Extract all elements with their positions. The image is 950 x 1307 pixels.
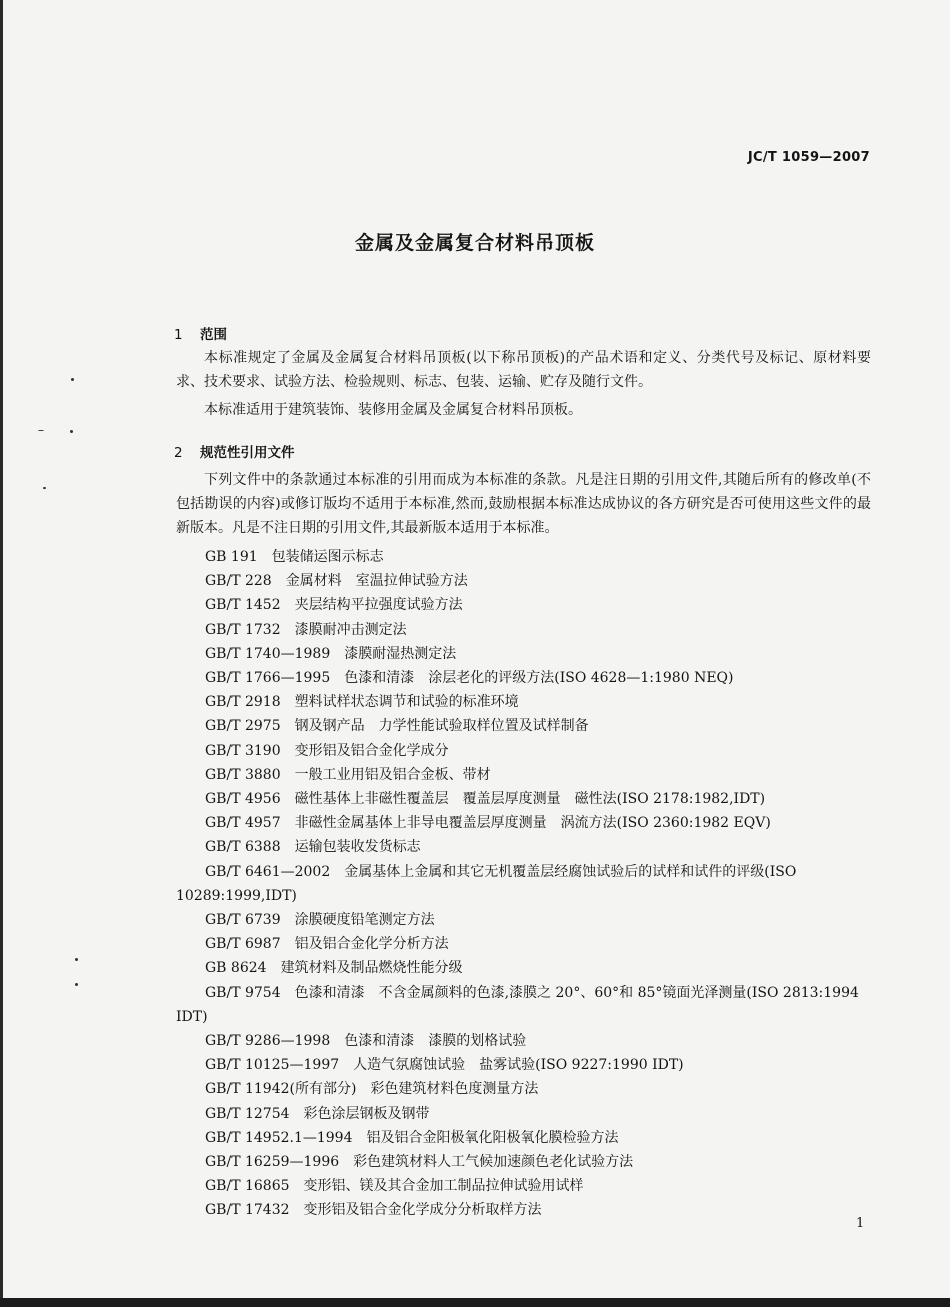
reference-item [176,932,876,956]
reference-item [176,1053,876,1077]
standard-code: JC/T 1059—2007 [747,150,870,165]
reference-code: GB/T 2975 [205,718,281,735]
reference-title: 钢及钢产品 力学性能试验取样位置及试样制备 [294,718,589,735]
reference-title: 色漆和清漆 漆膜的划格试验 [344,1033,527,1050]
reference-item [176,569,876,593]
reference-code: GB/T 6461—2002 [205,863,331,880]
reference-code: GB/T 12754 [205,1105,290,1122]
scan-speck [71,378,74,381]
section-title: 范围 [200,327,227,343]
reference-code: GB/T 1740—1989 [205,645,331,662]
reference-item [176,1077,876,1101]
reference-title: 包装储运图示标志 [271,549,384,565]
reference-code: GB/T 11942(所有部分) [205,1081,357,1098]
reference-title: 色漆和清漆 不含金属颜料的色漆,漆膜之 20°、60°和 85°镜面光泽测量(ISO 2813:1994 IDT) [176,984,859,1025]
reference-title: 漆膜耐湿热测定法 [344,645,457,662]
reference-title: 色漆和清漆 涂层老化的评级方法(ISO 4628—1:1980 NEQ) [344,670,734,687]
reference-item [176,642,876,666]
reference-code: GB/T 9286—1998 [205,1033,331,1050]
reference-title: 夹层结构平拉强度试验方法 [294,597,463,614]
reference-title: 塑料试样状态调节和试验的标准环境 [294,694,519,711]
paragraph: 本标准规定了金属及金属复合材料吊顶板(以下称吊顶板)的产品术语和定义、分类代号及标记、原材料要求、技术要求、试验方法、检验规则、标志、包装、运输、贮存及随行文件。 [176,350,871,390]
reference-title: 磁性基体上非磁性覆盖层 覆盖层厚度测量 磁性法(ISO 2178:1982,IDT) [294,791,766,808]
section-number: 1 [174,327,183,343]
reference-code: GB/T 10125—1997 [205,1057,340,1074]
section-number: 2 [174,445,183,461]
reference-item [176,956,876,980]
reference-item [176,618,876,642]
reference-code: GB/T 4956 [205,791,281,808]
reference-title: 彩色建筑材料人工气候加速颜色老化试验方法 [353,1154,634,1171]
paragraph: 下列文件中的条款通过本标准的引用而成为本标准的条款。凡是注日期的引用文件,其随后所有的修改单(不包括勘误的内容)或修订版均不适用于本标准,然而,鼓励根据本标准达成协议的各方研究是否可使用这些文件的最新版本。凡是不注日期的引用文件,其最新版本适用于本标准。 [176,472,871,536]
reference-item [176,1174,876,1198]
scan-left-edge [0,0,3,1307]
scan-speck [75,958,78,961]
reference-code: GB/T 228 [205,573,272,590]
reference-code: GB/T 14952.1—1994 [205,1129,353,1146]
reference-item [176,908,876,932]
reference-title: 运输包装收发货标志 [294,839,421,856]
reference-code: GB/T 16865 [205,1178,290,1195]
reference-title: 铝及铝合金阳极氧化阳极氧化膜检验方法 [366,1129,619,1146]
reference-item [176,835,876,859]
reference-code: GB 191 [205,549,258,565]
page-number: 1 [856,1216,865,1231]
section-2-heading [174,441,295,461]
reference-item [176,1029,876,1053]
scan-speck [38,430,44,431]
reference-item [176,593,876,617]
reference-title: 非磁性金属基体上非导电覆盖层厚度测量 涡流方法(ISO 2360:1982 EQV) [294,815,771,832]
reference-title: 变形铝、镁及其合金加工制品拉伸试验用试样 [303,1178,584,1195]
reference-title: 铝及铝合金化学分析方法 [294,936,449,953]
reference-item [176,860,871,908]
reference-item [176,811,876,835]
reference-code: GB/T 1452 [205,597,281,614]
reference-item [176,714,876,738]
reference-code: GB/T 2918 [205,694,281,711]
reference-title: 金属材料 室温拉伸试验方法 [285,573,468,590]
reference-code: GB/T 3880 [205,766,281,783]
reference-code: GB 8624 [205,960,267,977]
reference-code: GB/T 17432 [205,1202,290,1219]
reference-title: 漆膜耐冲击测定法 [294,621,407,638]
scan-speck [43,487,46,489]
document-title: 金属及金属复合材料吊顶板 [354,232,595,254]
reference-title: 建筑材料及制品燃烧性能分级 [280,960,463,977]
reference-code: GB/T 6987 [205,936,281,953]
reference-item [176,666,876,690]
reference-code: GB/T 16259—1996 [205,1154,340,1171]
reference-code: GB/T 1766—1995 [205,670,331,687]
reference-title: 涂膜硬度铅笔测定方法 [294,912,435,929]
scan-bottom-edge [0,1298,950,1307]
reference-title: 彩色建筑材料色度测量方法 [370,1081,539,1098]
reference-item [176,981,871,1029]
reference-item [176,1126,876,1150]
reference-item [176,763,876,787]
reference-code: GB/T 4957 [205,815,281,832]
section-title: 规范性引用文件 [200,445,295,461]
reference-item [176,1198,876,1222]
reference-code: GB/T 9754 [205,984,281,1001]
reference-item [176,690,876,714]
reference-title: 变形铝及铝合金化学成分分析取样方法 [303,1202,542,1219]
reference-item [176,1102,876,1126]
scan-speck [75,983,78,986]
reference-item [176,545,876,569]
reference-code: GB/T 6388 [205,839,281,856]
reference-title: 彩色涂层钢板及钢带 [303,1105,430,1122]
reference-code: GB/T 6739 [205,912,281,929]
reference-title: 金属基体上金属和其它无机覆盖层经腐蚀试验后的试样和试件的评级(ISO 10289:1999,IDT) [176,863,797,904]
reference-code: GB/T 3190 [205,742,281,759]
reference-code: GB/T 1732 [205,621,281,638]
scan-speck [70,430,73,433]
reference-item [176,739,876,763]
reference-title: 一般工业用铝及铝合金板、带材 [294,766,491,783]
reference-title: 变形铝及铝合金化学成分 [294,742,449,759]
section-1-heading [174,323,227,343]
reference-list [176,545,876,1223]
reference-item [176,787,876,811]
reference-title: 人造气氛腐蚀试验 盐雾试验(ISO 9227:1990 IDT) [353,1057,684,1074]
reference-item [176,1150,876,1174]
paragraph: 本标准适用于建筑装饰、装修用金属及金属复合材料吊顶板。 [204,402,582,418]
